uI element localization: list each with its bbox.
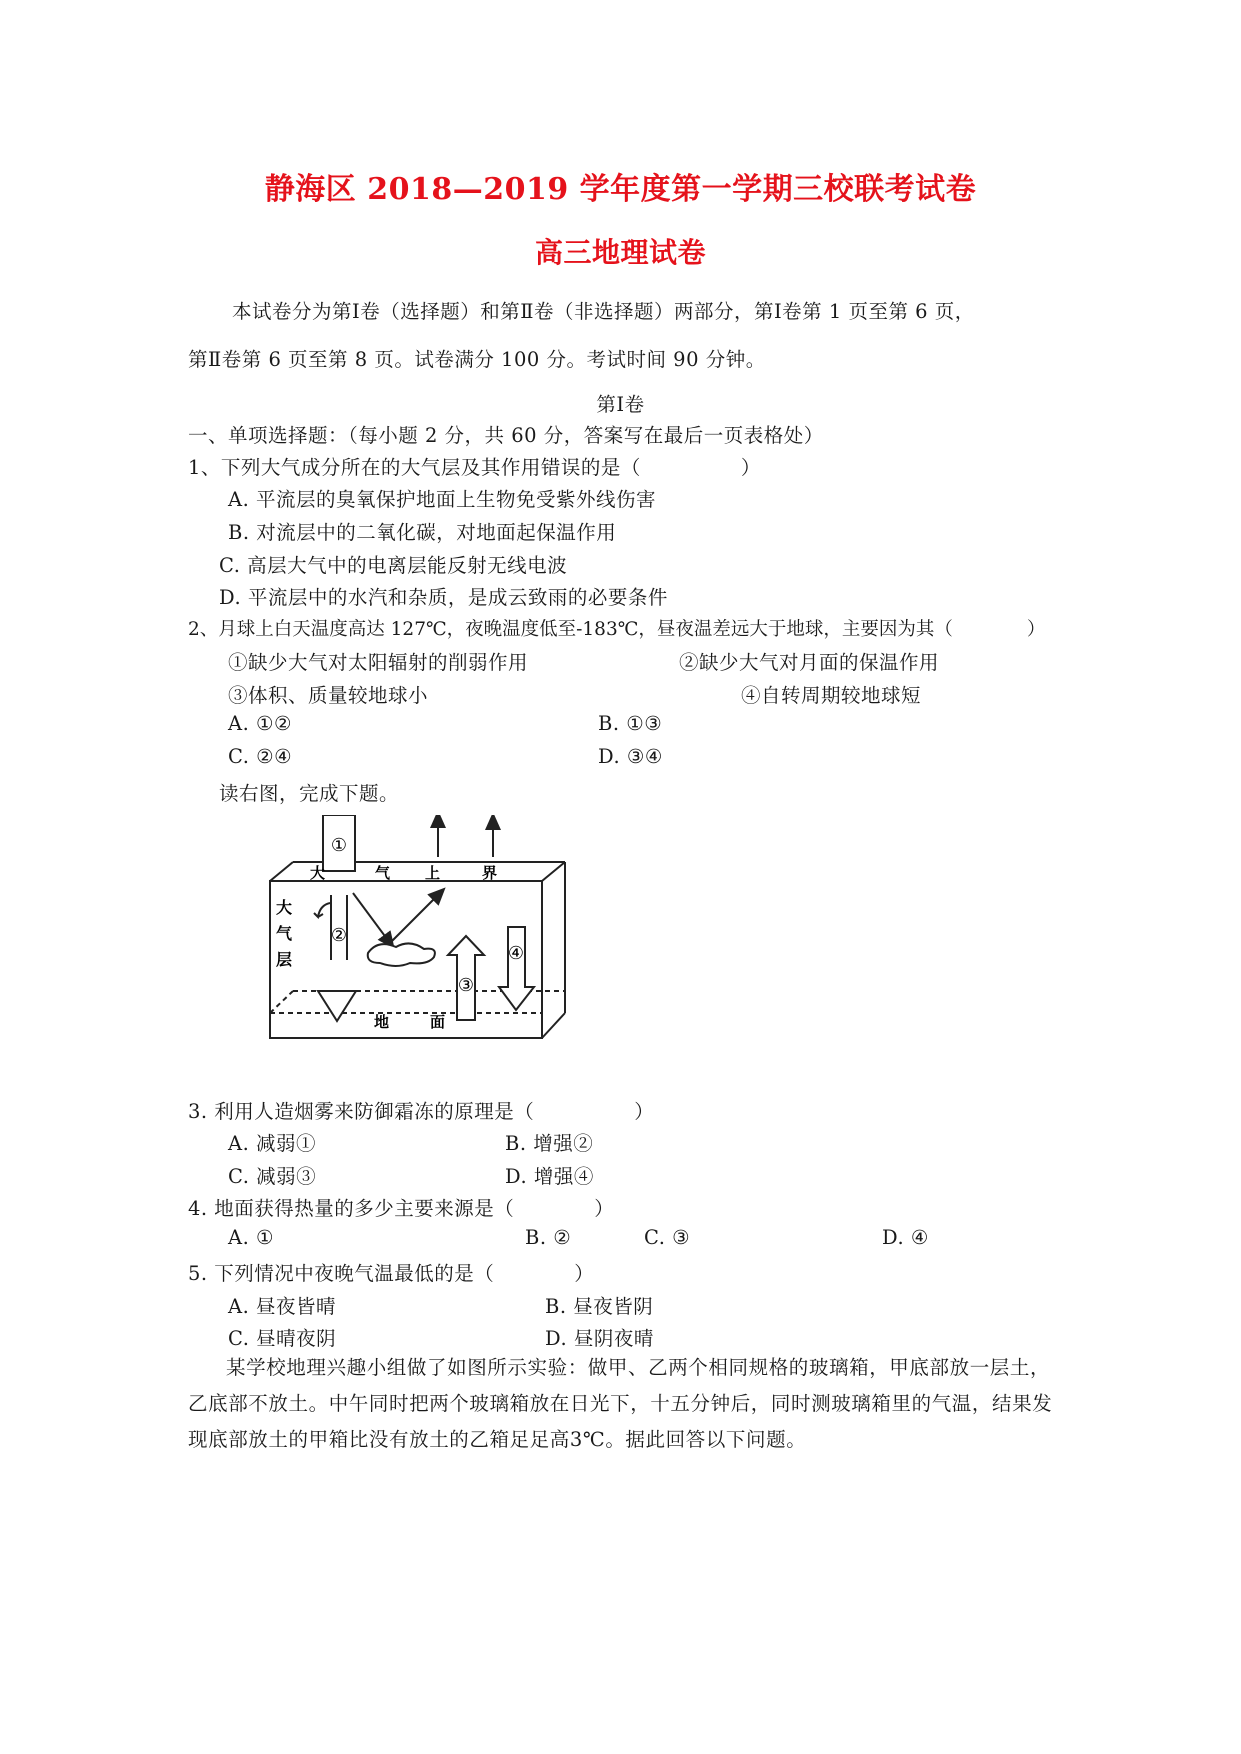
q3-option-a: A. 减弱①: [228, 1132, 316, 1155]
label-ground-di: 地: [374, 1013, 390, 1031]
q5-option-b: B. 昼夜皆阴: [545, 1295, 654, 1318]
q5-stem: 5. 下列情况中夜晚气温最低的是（ ）: [188, 1262, 595, 1285]
q2-stem: 2、月球上白天温度高达 127℃，夜晚温度低至-183℃，昼夜温差远大于地球，主要因为其（ ）: [188, 619, 1046, 640]
label-top-qi: 气: [375, 864, 391, 882]
section-heading: 一、单项选择题：（每小题 2 分，共 60 分，答案写在最后一页表格处）: [188, 424, 824, 447]
label-side-da: 大: [276, 898, 293, 917]
volume-label: 第Ⅰ卷: [596, 393, 645, 416]
q2-item-3: ③体积、质量较地球小: [228, 684, 429, 707]
q2-option-a: A. ①②: [228, 712, 292, 735]
q1-option-b: B. 对流层中的二氧化碳，对地面起保温作用: [228, 521, 617, 544]
label-circle-2: ②: [330, 925, 348, 946]
q5-option-a: A. 昼夜皆晴: [228, 1295, 336, 1318]
q5-option-d: D. 昼阴夜晴: [545, 1327, 654, 1350]
q4-option-a: A. ①: [228, 1226, 274, 1249]
q3-option-b: B. 增强②: [505, 1132, 594, 1155]
label-top-da: 大: [310, 864, 326, 882]
label-ground-mian: 面: [430, 1013, 446, 1031]
label-side-ceng: 层: [276, 950, 293, 969]
q1-option-a: A. 平流层的臭氧保护地面上生物免受紫外线伤害: [228, 488, 656, 511]
label-top-shang: 上: [425, 864, 441, 882]
label-circle-3: ③: [457, 975, 475, 996]
q2-option-c: C. ②④: [228, 745, 293, 768]
q1-stem: 1、下列大气成分所在的大气层及其作用错误的是（ ）: [188, 456, 761, 479]
q3-stem: 3. 利用人造烟雾来防御霜冻的原理是（ ）: [188, 1100, 655, 1123]
intro-line-1: 本试卷分为第Ⅰ卷（选择题）和第Ⅱ卷（非选择题）两部分，第Ⅰ卷第 1 页至第 6 页，: [232, 300, 975, 323]
q4-option-c: C. ③: [644, 1226, 691, 1249]
ground-down-arrow: [318, 991, 356, 1021]
exam-subtitle: 高三地理试卷: [534, 236, 706, 269]
q1-option-d: D. 平流层中的水汽和杂质，是成云致雨的必要条件: [219, 586, 668, 609]
q1-option-c: C. 高层大气中的电离层能反射无线电波: [219, 554, 568, 577]
q4-option-d: D. ④: [882, 1226, 929, 1249]
q3-option-d: D. 增强④: [505, 1165, 594, 1188]
label-circle-1: ①: [330, 835, 348, 856]
cloud-icon: [368, 943, 435, 966]
intro-line-2: 第Ⅱ卷第 6 页至第 8 页。试卷满分 100 分。考试时间 90 分钟。: [188, 348, 766, 371]
q4-stem: 4. 地面获得热量的多少主要来源是（ ）: [188, 1197, 615, 1220]
exam-title: 静海区 2018—2019 学年度第一学期三校联考试卷: [264, 172, 977, 207]
q2-item-2: ②缺少大气对月面的保温作用: [679, 651, 940, 674]
q5-option-c: C. 昼晴夜阴: [228, 1327, 337, 1350]
q2-item-4: ④自转周期较地球短: [741, 684, 922, 707]
read-figure-prompt: 读右图，完成下题。: [219, 782, 400, 805]
q4-option-b: B. ②: [525, 1226, 572, 1249]
q2-option-b: B. ①③: [598, 712, 663, 735]
arrow-4: [499, 927, 534, 1010]
q2-option-d: D. ③④: [598, 745, 663, 768]
experiment-passage: 某学校地理兴趣小组做了如图所示实验：做甲、乙两个相同规格的玻璃箱，甲底部放一层土，乙底部不放土。中午同时把两个玻璃箱放在日光下，十五分钟后，同时测玻璃箱里的气温，结果发现底部放土的甲箱比没有放土的乙箱足足高3℃。据此回答以下问题。: [188, 1356, 1053, 1451]
atmosphere-diagram: [260, 815, 645, 1085]
label-top-jie: 界: [482, 864, 498, 882]
label-side-qi: 气: [276, 924, 293, 943]
label-circle-4: ④: [507, 943, 525, 964]
q2-item-1: ①缺少大气对太阳辐射的削弱作用: [228, 651, 529, 674]
q3-option-c: C. 减弱③: [228, 1165, 317, 1188]
